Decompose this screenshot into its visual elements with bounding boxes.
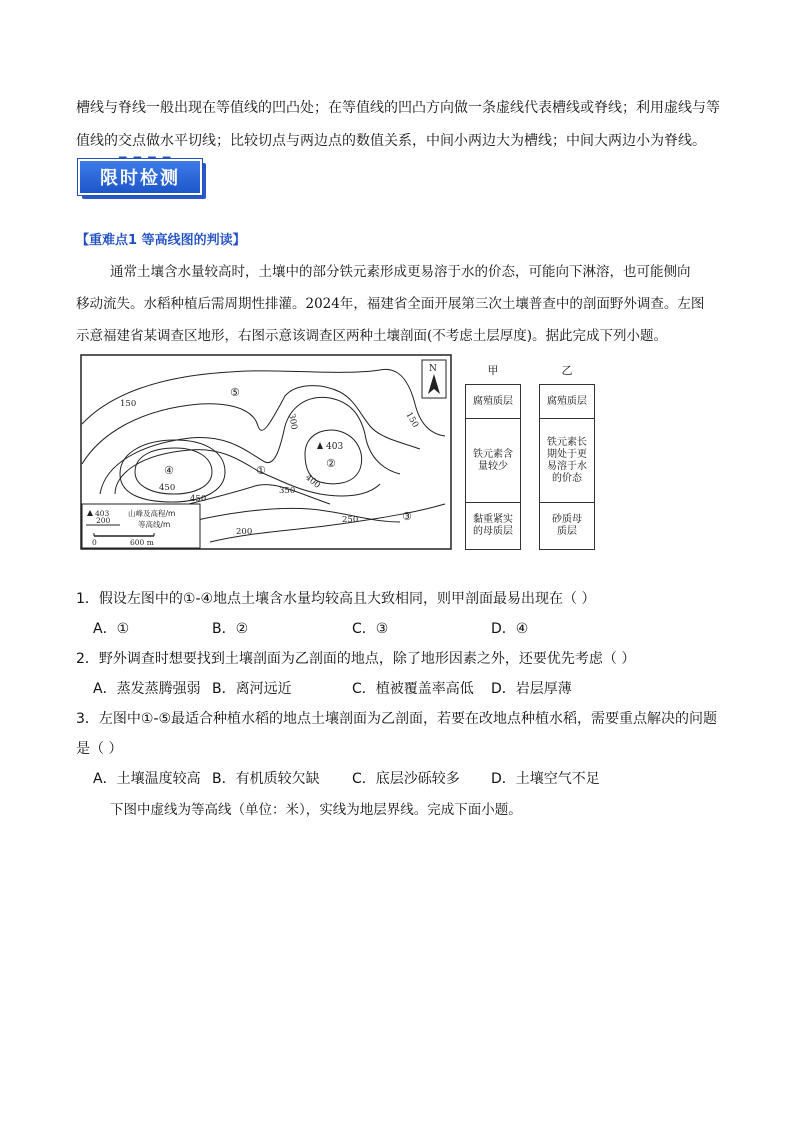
site-marker-2: ② bbox=[326, 457, 336, 470]
contour-label: 400 bbox=[303, 472, 322, 491]
question-1-option-c[interactable]: C．③ bbox=[352, 621, 389, 637]
profile-yi bbox=[536, 362, 598, 550]
contour-label: 150 bbox=[403, 410, 421, 430]
map-legend bbox=[82, 504, 200, 548]
contour-map bbox=[80, 354, 452, 550]
peak-elevation: 403 bbox=[326, 442, 344, 452]
legend-contour-value: 200 bbox=[96, 516, 111, 525]
next-section-intro: 下图中虚线为等高线（单位：米），实线为地层界线。完成下面小题。 bbox=[110, 802, 522, 818]
contour-label: 150 bbox=[120, 399, 137, 409]
intro-line-2: 值线的交点做水平切线；比较切点与两边点的数值关系，中间小两边大为槽线；中间大两边小为脊线。 bbox=[76, 133, 706, 149]
north-label: N bbox=[429, 364, 437, 374]
north-arrow-icon bbox=[422, 360, 446, 398]
legend-peak-value: 403 bbox=[95, 509, 110, 518]
question-1-option-d[interactable]: D．④ bbox=[491, 621, 529, 637]
question-2-option-a[interactable]: A．蒸发蒸腾强弱 bbox=[93, 681, 201, 697]
site-marker-4: ④ bbox=[164, 464, 174, 477]
question-3-option-a[interactable]: A．土壤温度较高 bbox=[93, 771, 201, 787]
contour-label: 350 bbox=[279, 486, 296, 496]
contour-label: 250 bbox=[342, 515, 359, 525]
profile-yi-layer-1: 腐殖质层 bbox=[540, 385, 594, 419]
contour-label: 450 bbox=[190, 494, 207, 504]
profile-jia-layer-3: 黏重紧实的母质层 bbox=[473, 514, 513, 537]
site-marker-3: ③ bbox=[402, 510, 412, 523]
question-3-option-b[interactable]: B．有机质较欠缺 bbox=[212, 771, 320, 787]
site-marker-5: ⑤ bbox=[230, 386, 240, 399]
contour-label: 300 bbox=[286, 412, 299, 431]
site-marker-1: ① bbox=[256, 464, 266, 477]
contour-label: 450 bbox=[159, 483, 176, 493]
question-3-option-d[interactable]: D．土壤空气不足 bbox=[491, 771, 600, 787]
profile-yi-title: 乙 bbox=[561, 364, 573, 377]
profile-jia-title: 甲 bbox=[487, 364, 499, 377]
question-2-stem: 2．野外调查时想要找到土壤剖面为乙剖面的地点，除了地形因素之外，还要优先考虑（ ） bbox=[76, 651, 636, 667]
passage-line-1: 通常土壤含水量较高时，土壤中的部分铁元素形成更易溶于水的价态，可能向下淋溶，也可能侧向 bbox=[110, 264, 691, 280]
profile-jia-layer-2: 铁元素含量较少 bbox=[466, 419, 520, 503]
profile-jia-layer-1: 腐殖质层 bbox=[466, 385, 520, 419]
question-3-stem-line-2: 是（ ） bbox=[76, 741, 123, 757]
question-3-option-c[interactable]: C．底层沙砾较多 bbox=[352, 771, 460, 787]
profile-jia-column bbox=[465, 384, 521, 550]
contour-label: 200 bbox=[236, 527, 253, 537]
legend-peak-text: 山峰及高程/m bbox=[128, 509, 176, 518]
profile-jia bbox=[462, 362, 524, 550]
profile-yi-column bbox=[539, 384, 595, 550]
section-header bbox=[78, 159, 204, 199]
question-2-option-b[interactable]: B．离河远近 bbox=[212, 681, 292, 697]
question-2-option-c[interactable]: C．植被覆盖率高低 bbox=[352, 681, 474, 697]
question-2-option-d[interactable]: D．岩层厚薄 bbox=[491, 681, 572, 697]
question-1-option-b[interactable]: B．② bbox=[212, 621, 249, 637]
question-1-stem: 1．假设左图中的①-④地点土壤含水量均较高且大致相同，则甲剖面最易出现在（ ） bbox=[76, 591, 596, 607]
passage-line-2: 移动流失。水稻种植后需周期性排灌。2024年，福建省全面开展第三次土壤普查中的剖面野外调查。左图 bbox=[76, 296, 705, 312]
question-3-stem-line-1: 3．左图中①-⑤最适合种植水稻的地点土壤剖面为乙剖面，若要在改地点种植水稻，需要重点解决的问题 bbox=[76, 711, 718, 727]
key-point-title: 【重难点1 等高线图的判读】 bbox=[76, 233, 246, 248]
legend-scale-value: 600 m bbox=[130, 538, 154, 547]
legend-scale-zero: 0 bbox=[92, 538, 97, 547]
legend-contour-text: 等高线/m bbox=[138, 520, 171, 529]
question-1-option-a[interactable]: A．① bbox=[93, 621, 130, 637]
profile-yi-layer-3: 砂质母质层 bbox=[552, 514, 582, 537]
passage-line-3: 示意福建省某调查区地形，右图示意该调查区两种土壤剖面(不考虑土层厚度)。据此完成下列小题。 bbox=[76, 328, 668, 344]
profile-yi-layer-2: 铁元素长期处于更易溶于水的价态 bbox=[540, 419, 594, 503]
section-header-label: 限时检测 bbox=[78, 159, 202, 195]
intro-line-1: 槽线与脊线一般出现在等值线的凹凸处；在等值线的凹凸方向做一条虚线代表槽线或脊线；利用虚线与等 bbox=[76, 100, 720, 116]
